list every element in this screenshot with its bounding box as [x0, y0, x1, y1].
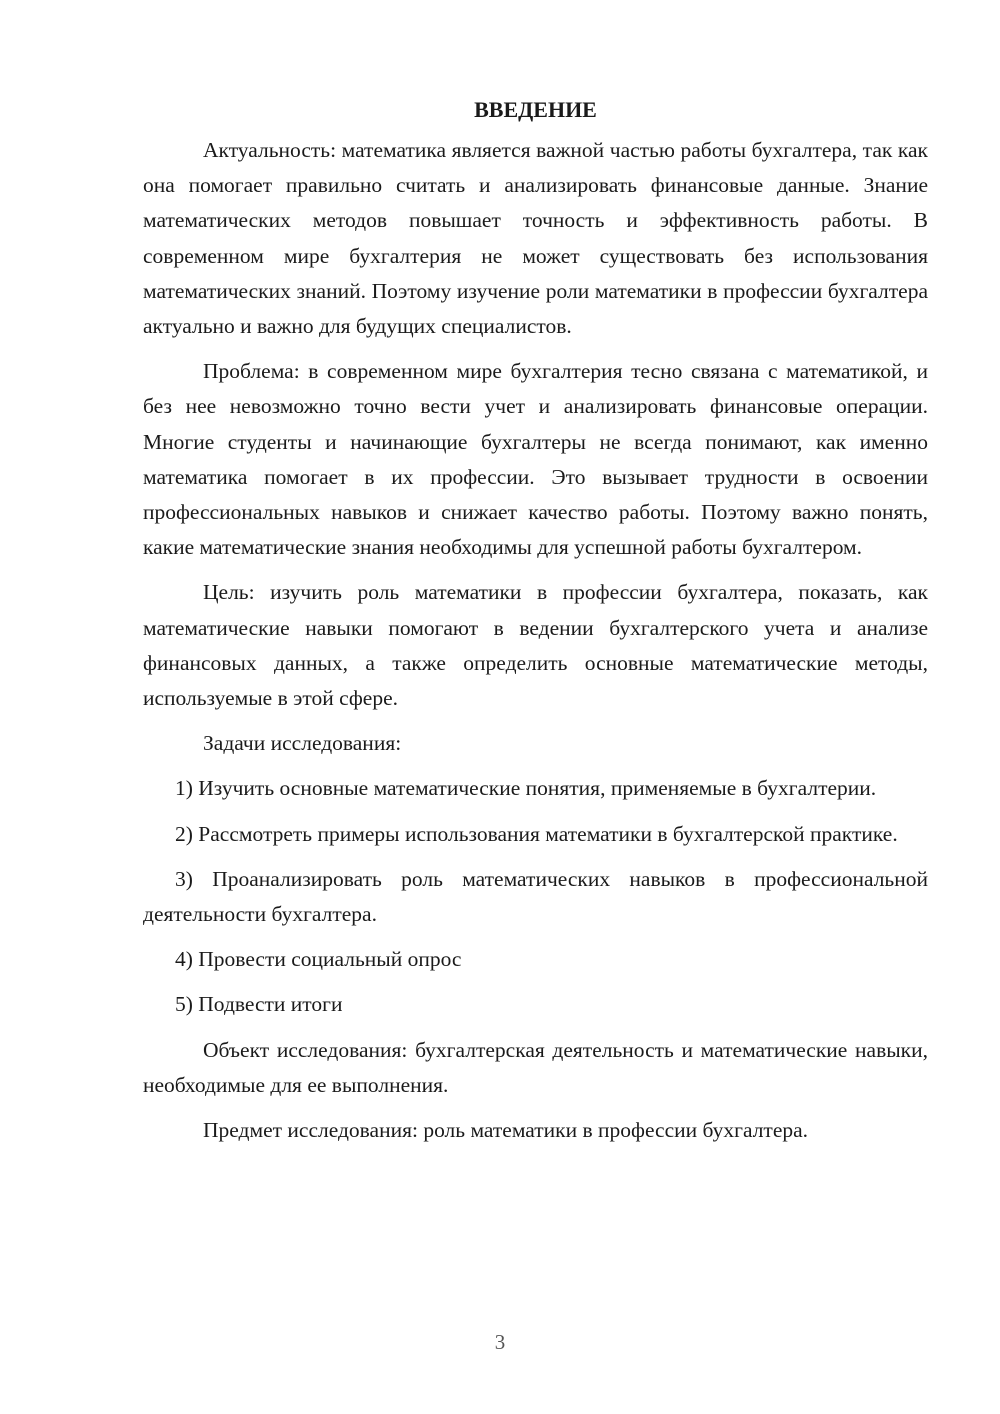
document-page [143, 92, 928, 1158]
object-paragraph: Объект исследования: бухгалтерская деятельность и математические навыки, необходимые для ее выполнения. [143, 1037, 928, 1097]
task-item-2: 2) Рассмотреть примеры использования математики в бухгалтерской практике. [175, 821, 898, 846]
goal-paragraph: Цель: изучить роль математики в профессии бухгалтера, показать, как математические навыки помогают в ведении бухгалтерского учета и анализе финансовых данных, а также определить основные математические методы, используемые в этой сфере. [143, 580, 928, 711]
page-title: ВВЕДЕНИЕ [474, 97, 597, 122]
problem-paragraph: Проблема: в современном мире бухгалтерия тесно связана с математикой, и без нее невозможно точно вести учет и анализировать финансовые операции. Многие студенты и начинающие бухгалтеры не всегда понимают, как именно математика помогает в их профессии. Это вызывает трудности в освоении профессиональных навыков и снижает качество работы. Поэтому важно понять, какие математические знания необходимы для успешной работы бухгалтером. [143, 359, 928, 560]
task-item-4: 4) Провести социальный опрос [175, 947, 462, 972]
task-item-3: 3) Проанализировать роль математических навыков в профессиональной деятельности бухгалтера. [143, 866, 928, 927]
subject-paragraph: Предмет исследования: роль математики в профессии бухгалтера. [203, 1118, 809, 1143]
page-number: 3 [494, 1330, 506, 1354]
task-item-5: 5) Подвести итоги [175, 992, 343, 1017]
task-item-1: 1) Изучить основные математические понятия, применяемые в бухгалтерии. [175, 776, 877, 801]
tasks-title: Задачи исследования: [203, 731, 402, 756]
relevance-paragraph: Актуальность: математика является важной частью работы бухгалтера, так как она помогает правильно считать и анализировать финансовые данные. Знание математических методов повышает точность и эффективность работы. В современном мире бухгалтерия не может существовать без использования математических знаний. Поэтому изучение роли математики в профессии бухгалтера актуально и важно для будущих специалистов. [143, 138, 928, 339]
